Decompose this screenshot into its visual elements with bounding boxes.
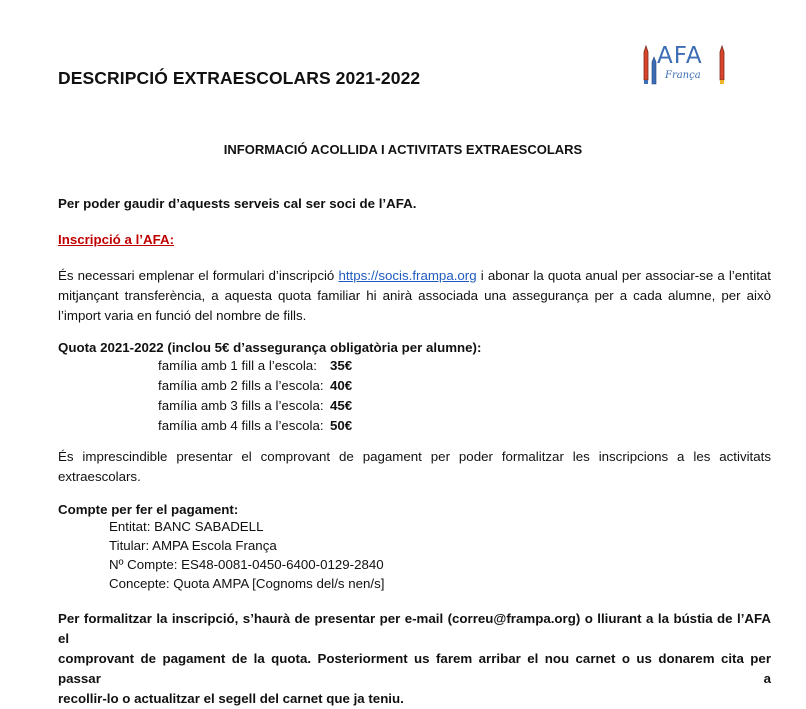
inscription-line-2: mitjançant transferència, a aquesta quota familiar hi anirà associada una assegurança per a cada alumne, per això [58,288,771,303]
inscription-paragraph [58,266,771,326]
account-row: Nº Compte: ES48-0081-0450-6400-0129-2840 [109,557,384,572]
account-row: Entitat: BANC SABADELL [109,519,264,534]
logo-subtext: França [665,70,701,81]
account-row: Titular: AMPA Escola França [109,538,277,553]
final-line-3: recollir-lo o actualitzar el segell del carnet que ja teniu. [58,691,404,706]
quota-label: família amb 2 fills a l’escola: [158,378,324,393]
afa-logo [638,40,730,86]
section-subtitle: INFORMACIÓ ACOLLIDA I ACTIVITATS EXTRAESCOLARS [223,142,583,157]
inscription-line-1-before: És necessari emplenar el formulari d’inscripció [58,268,339,283]
quota-row [158,398,353,413]
quota-value: 45€ [330,398,353,413]
quota-row [158,378,353,393]
quota-label: família amb 3 fills a l’escola: [158,398,324,413]
inscription-line-1-after: i abonar la quota anual per associar-se a l’entitat [476,268,771,283]
quota-row [158,358,353,373]
membership-note: Per poder gaudir d’aquests serveis cal ser soci de l’AFA. [58,196,417,211]
account-row: Concepte: Quota AMPA [Cognoms del/s nen/s] [109,576,385,591]
quota-row [158,418,353,433]
inscription-line-3: l’import varia en funció del nombre de fills. [58,308,307,323]
account-heading: Compte per fer el pagament: [58,502,239,517]
proof-line-2: extraescolars. [58,469,141,484]
inscription-line-1 [58,266,771,286]
inscription-heading [58,230,174,250]
quota-label: família amb 4 fills a l’escola: [158,418,324,433]
final-line-1: Per formalitzar la inscripció, s’haurà de presentar per e-mail (correu@frampa.org) o lliurant a la bústia de l’AFA el [58,611,771,646]
quota-value: 35€ [330,358,353,373]
final-line-2: comprovant de pagament de la quota. Posteriorment us farem arribar el nou carnet o us donarem cita per passar a [58,651,771,686]
quota-value: 40€ [330,378,353,393]
final-paragraph [58,609,771,709]
quota-value: 50€ [330,418,353,433]
quota-heading: Quota 2021-2022 (inclou 5€ d’assegurança obligatòria per alumne): [58,340,482,355]
document-title: DESCRIPCIÓ EXTRAESCOLARS 2021-2022 [58,68,421,88]
proof-line-1: És imprescindible presentar el comprovant de pagament per poder formalitzar les inscripcions a les activitats [58,449,771,464]
socis-link[interactable]: https://socis.frampa.org [338,268,477,283]
logo-text: AFA [657,43,703,69]
proof-paragraph [58,447,771,487]
inscription-heading-text: Inscripció a l’AFA: [58,232,175,247]
quota-label: família amb 1 fill a l’escola: [158,358,317,373]
